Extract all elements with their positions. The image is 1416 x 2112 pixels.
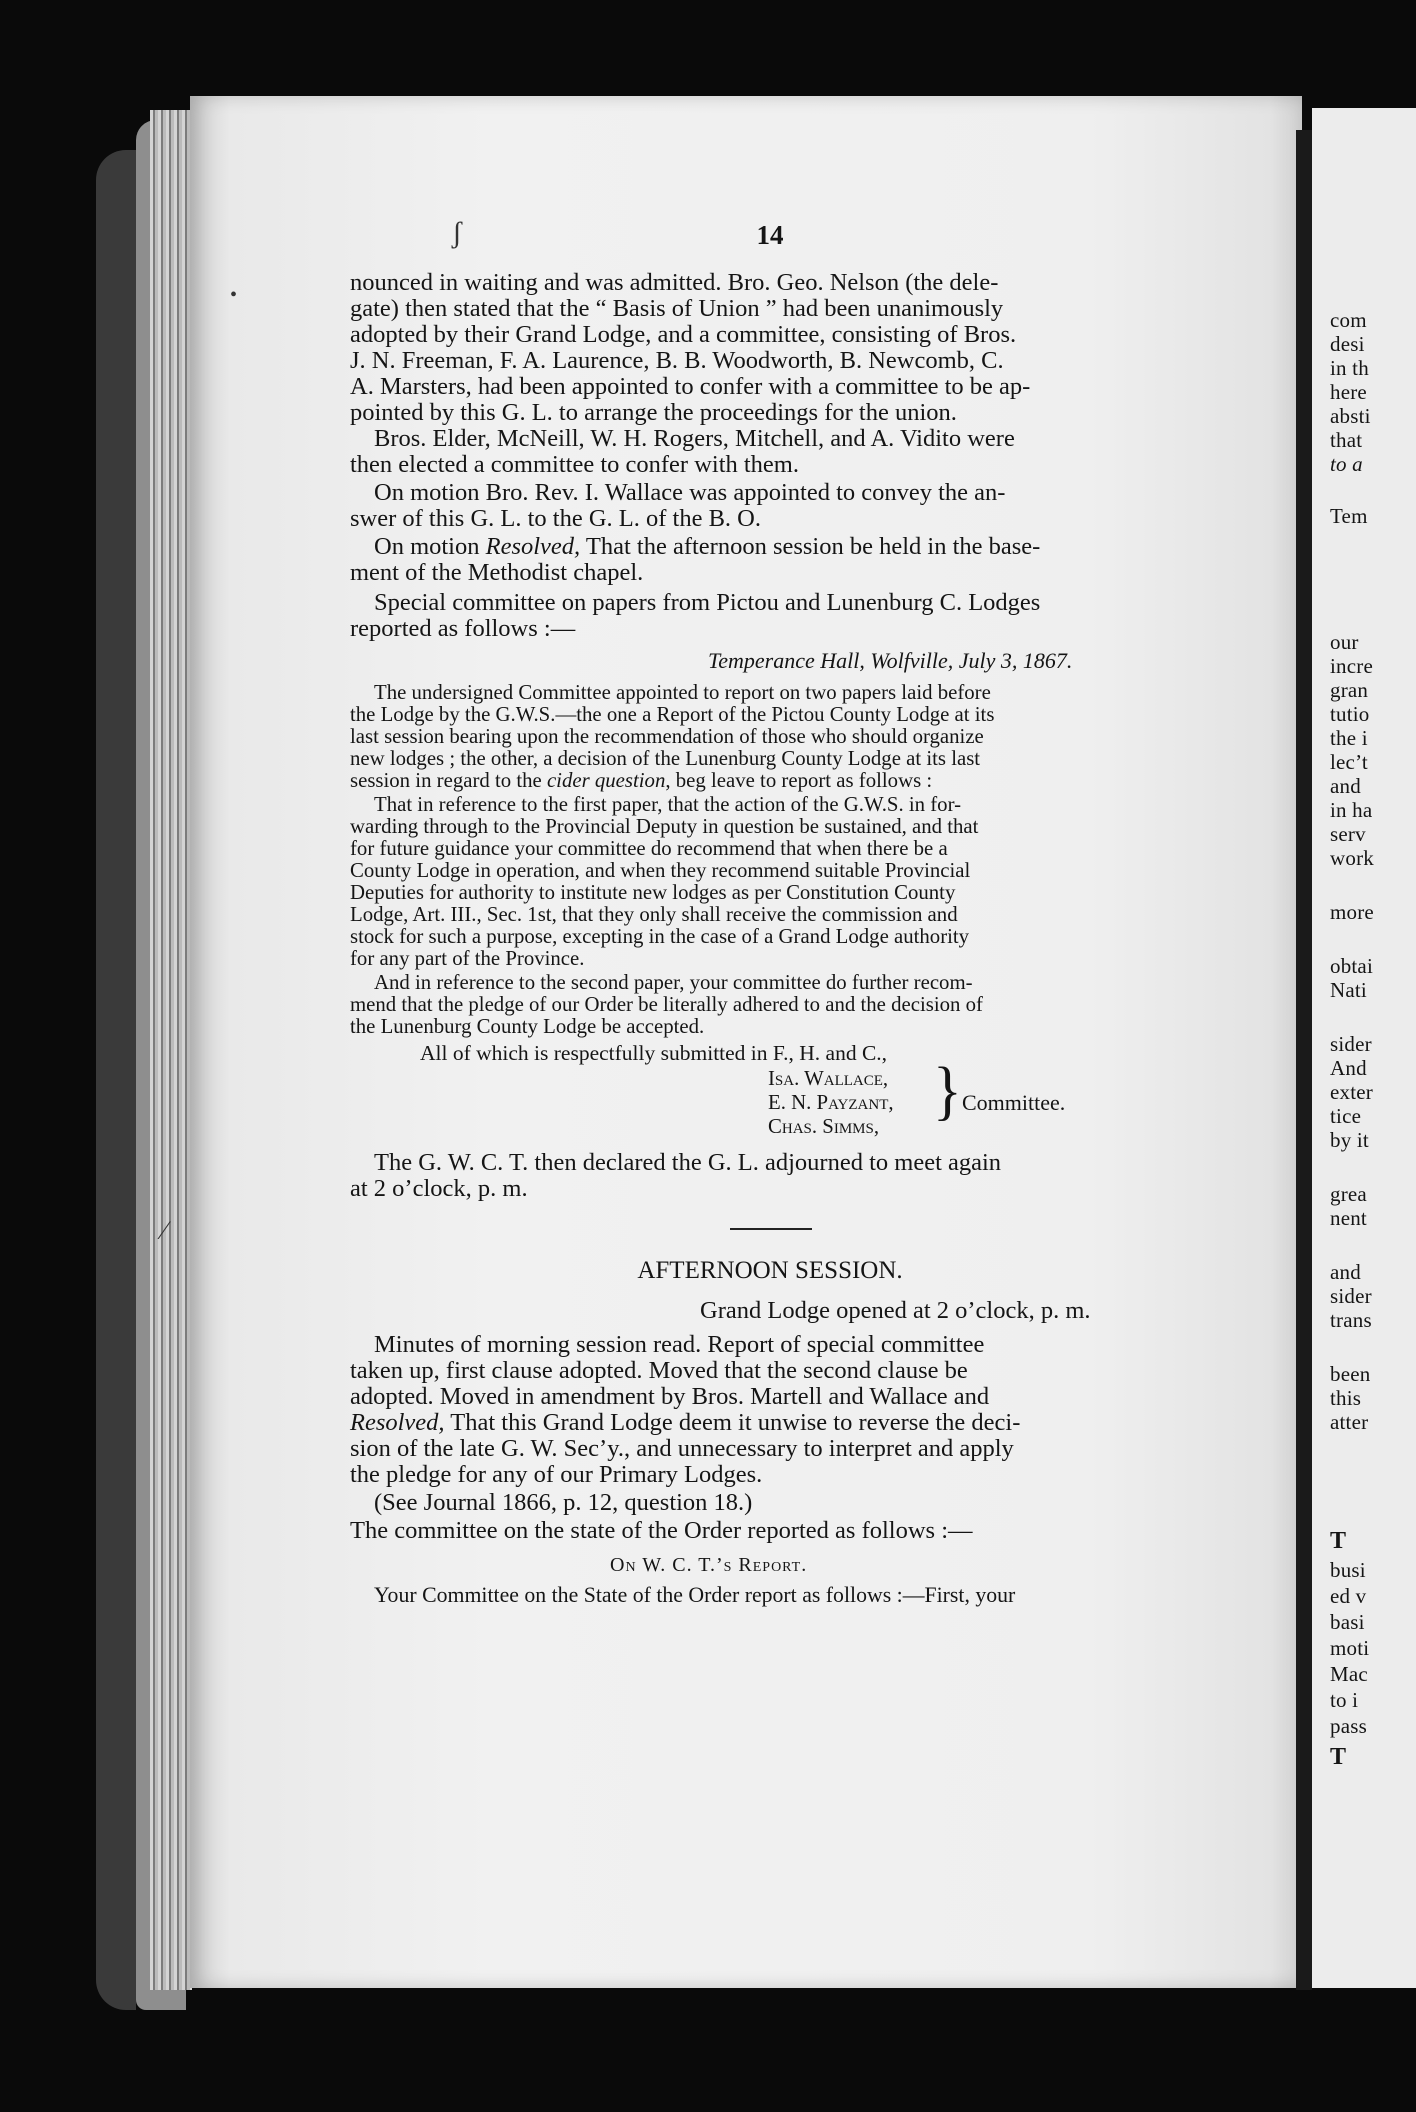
fragment: by it [1330, 1128, 1369, 1152]
text-line: Deputies for authority to institute new lodges as per Constitution County [350, 881, 956, 904]
text-line: On motion Bro. Rev. I. Wallace was appointed to convey the an- [374, 479, 1006, 506]
journal-reference: (See Journal 1866, p. 12, question 18.) [374, 1489, 753, 1516]
fragment: and [1330, 1260, 1361, 1284]
text-line: nounced in waiting and was admitted. Bro. Geo. Nelson (the dele- [350, 269, 999, 296]
fragment: work [1330, 846, 1374, 870]
text-line: Bros. Elder, McNeill, W. H. Rogers, Mitchell, and A. Vidito were [374, 425, 1015, 452]
session-opened: Grand Lodge opened at 2 o’clock, p. m. [700, 1297, 1091, 1324]
fragment: atter [1330, 1410, 1369, 1434]
text-line: stock for such a purpose, excepting in the case of a Grand Lodge authority [350, 925, 970, 948]
report-dateline: Temperance Hall, Wolfville, July 3, 1867. [708, 648, 1073, 673]
signatory: E. N. Payzant, [768, 1091, 894, 1114]
fragment: And [1330, 1056, 1367, 1080]
fragment: nent [1330, 1206, 1367, 1230]
fragment: ed v [1330, 1584, 1367, 1608]
fragment: Mac [1330, 1662, 1368, 1686]
fragment: here [1330, 380, 1367, 404]
text-run: session in regard to the [350, 769, 547, 792]
text-line: sion of the late G. W. Sec’y., and unnecessary to interpret and apply [350, 1435, 1014, 1462]
fragment: to i [1330, 1688, 1359, 1712]
text-line: adopted by their Grand Lodge, and a committee, consisting of Bros. [350, 321, 1017, 348]
fragment: tice [1330, 1104, 1362, 1128]
text-line: pointed by this G. L. to arrange the proceedings for the union. [350, 399, 957, 426]
fragment: been [1330, 1362, 1371, 1386]
text-line: the Lunenburg County Lodge be accepted. [350, 1015, 705, 1038]
report-closing: All of which is respectfully submitted in F., H. and C., [420, 1041, 888, 1065]
fragment: serv [1330, 822, 1366, 846]
text-line: last session bearing upon the recommendation of those who should organize [350, 725, 984, 748]
book-edge-shadow [96, 150, 136, 2010]
text-line: And in reference to the second paper, your committee do further recom- [374, 971, 973, 994]
fragment: gran [1330, 678, 1369, 702]
fragment: incre [1330, 654, 1373, 678]
fragment: in ha [1330, 798, 1373, 822]
fragment: trans [1330, 1308, 1372, 1332]
fragment: and [1330, 774, 1361, 798]
text-line: reported as follows :— [350, 615, 576, 642]
committee-label: Committee. [962, 1090, 1066, 1115]
page-number: 14 [756, 220, 784, 250]
fragment: obtai [1330, 954, 1373, 978]
text-line: for any part of the Province. [350, 947, 585, 970]
brace-glyph: } [933, 1053, 962, 1127]
text-line: the pledge for any of our Primary Lodges. [350, 1461, 763, 1488]
text-run: On motion [374, 533, 486, 560]
text-line: adopted. Moved in amendment by Bros. Martell and Wallace and [350, 1383, 990, 1410]
fragment: the i [1330, 726, 1368, 750]
section-heading: AFTERNOON SESSION. [637, 1257, 903, 1284]
fragment: more [1330, 900, 1374, 924]
fragment: basi [1330, 1610, 1365, 1634]
text-line: new lodges ; the other, a decision of the Lunenburg County Lodge at its last [350, 747, 981, 770]
text-run: That the afternoon session be held in the base- [580, 533, 1041, 560]
text-run: That this Grand Lodge deem it unwise to reverse the deci- [444, 1409, 1021, 1436]
fragment: that [1330, 428, 1363, 452]
text-line: The undersigned Committee appointed to report on two papers laid before [374, 681, 991, 704]
text-line: the Lodge by the G.W.S.—the one a Report of the Pictou County Lodge at its [350, 703, 995, 726]
text-line: for future guidance your committee do recommend that when there be a [350, 837, 948, 860]
fragment: this [1330, 1386, 1362, 1410]
fragment: to a [1330, 452, 1363, 476]
text-line: The G. W. C. T. then declared the G. L. adjourned to meet again [374, 1149, 1002, 1176]
emphasis-cider-question: cider question [546, 769, 666, 792]
text-line: J. N. Freeman, F. A. Laurence, B. B. Woodworth, B. Newcomb, C. [350, 347, 1004, 374]
fragment: Tem [1330, 504, 1368, 528]
fragment: desi [1330, 332, 1365, 356]
fragment: moti [1330, 1636, 1370, 1660]
fragment: in th [1330, 356, 1369, 380]
text-line: swer of this G. L. to the G. L. of the B. O. [350, 505, 761, 532]
text-line: That in reference to the first paper, that the action of the G.W.S. in for- [374, 793, 962, 816]
scan-mark: • [230, 284, 238, 306]
text-line: warding through to the Provincial Deputy in question be sustained, and that [350, 815, 979, 838]
text-line: County Lodge in operation, and when they recommend suitable Provincial [350, 859, 971, 882]
signatory: Chas. Simms, [768, 1115, 880, 1138]
text-line: at 2 o’clock, p. m. [350, 1175, 528, 1202]
fragment: lec’t [1330, 750, 1368, 774]
fragment: exter [1330, 1080, 1373, 1104]
fragment: pass [1330, 1714, 1367, 1738]
fragment: busi [1330, 1558, 1366, 1582]
fragment: Nati [1330, 978, 1367, 1002]
text-line [350, 1410, 1020, 1436]
book-gutter [1296, 130, 1312, 1990]
fragment: T [1330, 1744, 1347, 1770]
emphasis-resolved: Resolved, [485, 533, 581, 560]
text-line: Your Committee on the State of the Order report as follows :—First, your [374, 1583, 1016, 1607]
emphasis-resolved: Resolved, [350, 1409, 445, 1436]
fragment: com [1330, 308, 1367, 332]
text-line: Lodge, Art. III., Sec. 1st, that they only shall receive the commission and [350, 903, 958, 926]
book-page [162, 96, 1302, 1988]
text-line: then elected a committee to confer with them. [350, 451, 799, 478]
fragment: grea [1330, 1182, 1367, 1206]
fragment: absti [1330, 404, 1371, 428]
text-run: , beg leave to report as follows : [665, 769, 933, 792]
text-line: taken up, first clause adopted. Moved that the second clause be [350, 1357, 968, 1384]
text-line: mend that the pledge of our Order be literally adhered to and the decision of [350, 993, 983, 1016]
fragment: tutio [1330, 702, 1370, 726]
signatory: Isa. Wallace, [768, 1067, 889, 1090]
scan-mark: ʃ [452, 216, 462, 249]
text-line: Special committee on papers from Pictou and Lunenburg C. Lodges [374, 589, 1041, 616]
fragment: sider [1330, 1032, 1372, 1056]
fragment: sider [1330, 1284, 1372, 1308]
section-divider [730, 1228, 812, 1230]
fragment: our [1330, 630, 1359, 654]
subheading: On W. C. T.’s Report. [610, 1554, 808, 1576]
text-line: ment of the Methodist chapel. [350, 559, 644, 586]
text-line: gate) then stated that the “ Basis of Union ” had been unanimously [350, 295, 1004, 322]
text-line: Minutes of morning session read. Report of special committee [374, 1331, 985, 1358]
scan-mark: ⁄ [162, 1216, 167, 1245]
text-line: A. Marsters, had been appointed to confer with a committee to be ap- [350, 373, 1031, 400]
text-line [374, 534, 1040, 560]
text-line: The committee on the state of the Order reported as follows :— [350, 1517, 973, 1544]
fragment: T [1330, 1528, 1347, 1554]
page-edges [150, 110, 192, 1990]
facing-page-sliver [1312, 108, 1416, 1988]
text-line [350, 770, 932, 792]
